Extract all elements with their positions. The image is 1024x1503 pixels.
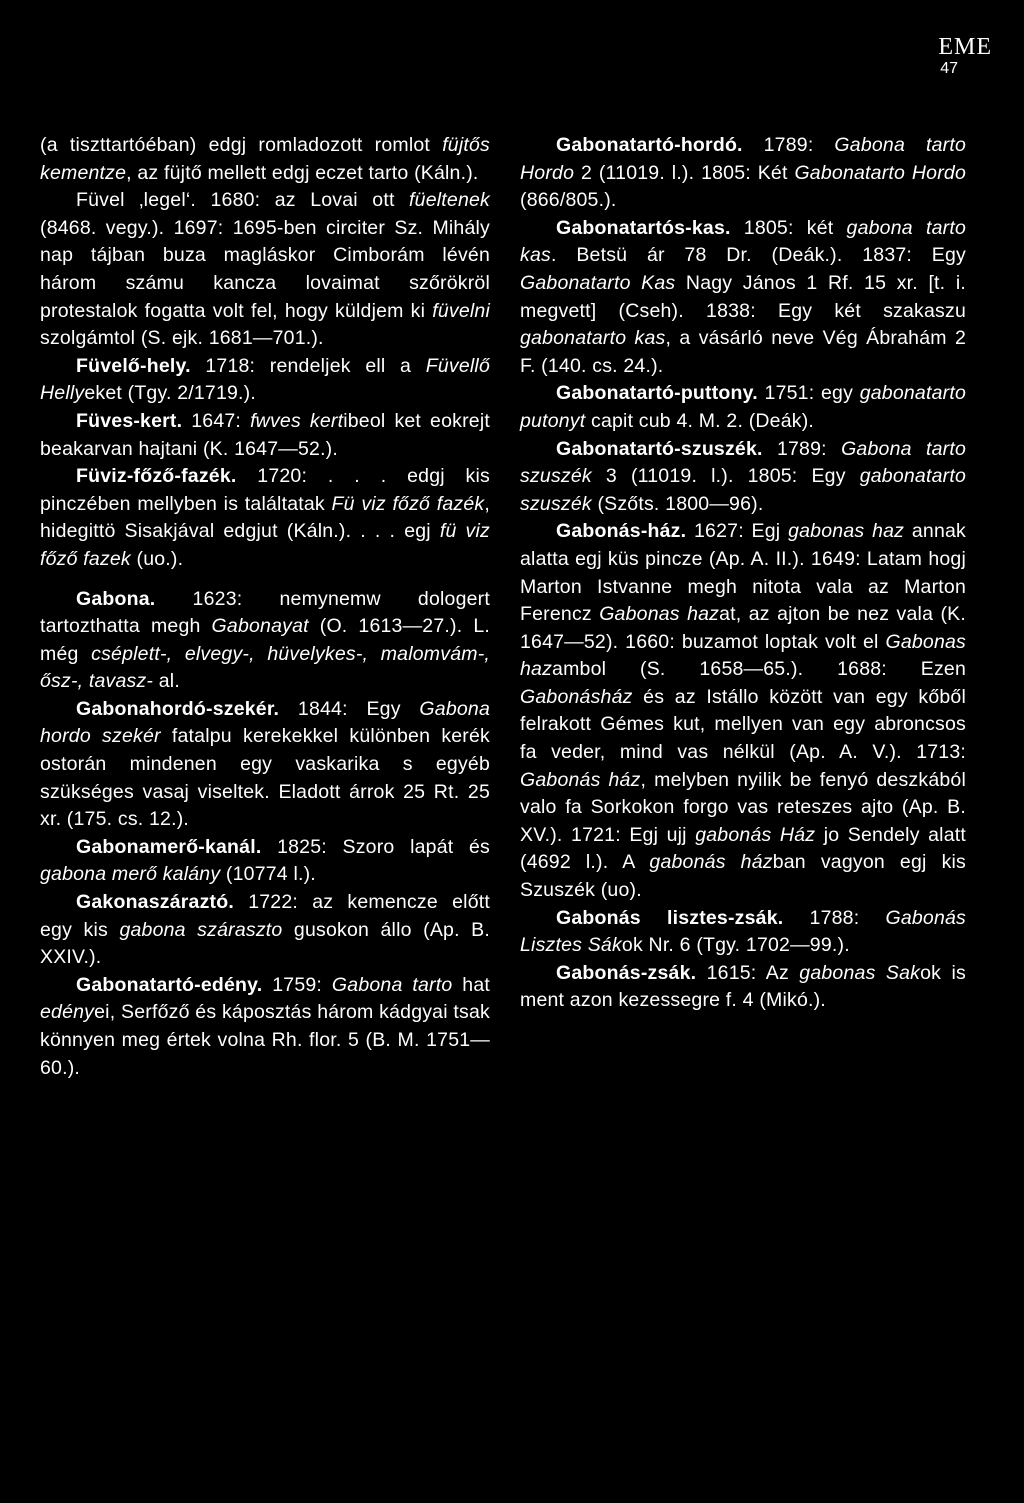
entry-text: (uo.). [130, 547, 184, 570]
italic-quote: gabonatarto putonyt [520, 382, 966, 432]
entry-headword: Gabonatartó-edény. [76, 973, 263, 996]
entry-text: 2 (11019. l.). 1805: Két [574, 161, 795, 184]
dictionary-entry [520, 215, 966, 381]
entry-text: Füvel ‚legel‘. 1680: az Lovai ott [76, 189, 410, 212]
entry-text: . Betsü ár 78 Dr. (Deák.). 1837: Egy [550, 244, 966, 267]
entry-text: capit cub 4. M. 2. (Deák). [585, 409, 815, 432]
entry-headword: Gabonahordó-szekér. [76, 697, 280, 720]
dictionary-entry [520, 132, 966, 215]
dictionary-entry [40, 408, 490, 463]
entry-text: és az Istállo között van egy kőből felrakott Gémes kut, mellyen van egy abroncsos fa veder, mind vas nélkül (Ap. A. V.). 1713: [520, 685, 966, 764]
entry-text: (Szőts. 1800—96). [591, 492, 764, 515]
entry-text: 1615: Az [696, 961, 800, 984]
italic-quote: Gabona tarto [331, 973, 453, 996]
dictionary-entry [40, 889, 490, 972]
entry-headword: Gabonamerő-kanál. [76, 835, 262, 858]
italic-quote: gabona merő kalány [40, 863, 221, 886]
entry-headword: Gabonás-ház. [556, 520, 687, 543]
entry-headword: Füvelő-hely. [76, 354, 191, 377]
dictionary-entry [520, 380, 966, 435]
italic-quote: Gabonatarto Hordo [794, 161, 967, 184]
entry-text: 1751: egy [757, 382, 860, 405]
dictionary-entry [40, 586, 490, 696]
entry-text: 1718: rendeljek ell a [190, 354, 426, 377]
italic-quote: gabona tarto kas [520, 216, 966, 267]
entry-text: 1789: [762, 437, 842, 460]
entry-text: 3 (11019. l.). 1805: Egy [591, 465, 860, 488]
running-title: EME [938, 34, 992, 60]
italic-quote: Fü viz főző fazék [331, 492, 485, 515]
entry-text: 1789: [742, 134, 835, 156]
right-column [520, 132, 966, 1015]
entry-text: , a vásárló neve Vég Ábrahám 2 F. (140. cs. 24.). [520, 327, 966, 377]
entry-headword: Gabonatartós-kas. [556, 216, 731, 239]
dictionary-entry [40, 696, 490, 834]
dictionary-entry [40, 187, 490, 353]
entry-headword: Gabona. [76, 587, 156, 610]
italic-quote: gabonatarto kas [520, 327, 666, 350]
italic-quote: Gabonas haz [520, 630, 966, 681]
entry-text: , melyben nyilik be fenyó deszkából valo fa Sorkokon forgo vas reteszes ajto (Ap. B. XV.). 1721: Egj ujj [520, 768, 966, 846]
entry-text: 1805: két [730, 216, 847, 239]
entry-text: eket (Tgy. 2/1719.). [84, 382, 256, 405]
italic-quote: füvelni [432, 299, 490, 322]
entry-text: 1759: [262, 973, 332, 996]
italic-quote: fwves kert [250, 409, 344, 432]
italic-quote: füeltenek [409, 189, 490, 212]
entry-text: fatalpu kerekekkel különben kerék ostorán mindenen egy vaskarika s egyéb szükséges vasaj viseltek. Eladott árrok 25 Rt. 25 xr. (175. cs. 12.). [40, 725, 490, 831]
dictionary-entry [520, 905, 966, 960]
dictionary-entry [40, 132, 490, 187]
entry-text: , az füjtő mellett edgj eczet tarto (Káln.). [126, 161, 479, 184]
entry-text: ban vagyon egj kis Szuszék (uo). [520, 851, 966, 902]
dictionary-entry [520, 436, 966, 519]
entry-headword: Füves-kert. [76, 409, 183, 432]
entry-text: hat [452, 973, 491, 996]
italic-quote: Gabona tarto szuszék [520, 437, 966, 488]
entry-text: 1722: az kemencze előtt egy kis [40, 891, 490, 941]
entry-text: szolgámtol (S. ejk. 1681—701.). [40, 327, 324, 350]
italic-quote: edény [40, 1001, 95, 1024]
italic-quote: Gabonas haz [599, 603, 720, 626]
italic-quote: Gabonatarto Kas [520, 271, 676, 294]
italic-quote: füjtős kementze [40, 134, 490, 184]
italic-quote: Gabonásház [520, 685, 633, 708]
entry-text: ok Nr. 6 (Tgy. 1702—99.). [621, 934, 850, 957]
entry-text: (10774 l.). [220, 863, 316, 886]
entry-text: ambol (S. 1658—65.). 1688: Ezen [552, 658, 966, 681]
italic-quote: gabona száraszto [119, 918, 283, 941]
left-column [40, 132, 490, 1082]
page-header [872, 34, 992, 78]
entry-text: 1825: Szoro lapát és [261, 835, 490, 858]
page-number: 47 [940, 60, 958, 77]
entry-headword: Gabonás-zsák. [556, 961, 697, 984]
entry-text: at, az ajton be nez vala (K. 1647—52). 1660: buzamot loptak volt el [520, 603, 966, 653]
entry-text: 1647: [182, 409, 251, 432]
entry-text: 1844: Egy [279, 697, 420, 720]
italic-quote: Gabonayat [211, 615, 309, 638]
entry-headword: Füviz-főző-fazék. [76, 465, 237, 488]
italic-quote: gabonatarto szuszék [520, 465, 966, 515]
entry-text: annak alatta egj küs pincze (Ap. A. II.). 1649: Latam hogj Marton Istvanne megh nitota vala az Marton Ferencz [520, 520, 966, 626]
italic-quote: Gabonás Lisztes Sák [520, 906, 966, 957]
entry-text: Nagy János 1 Rf. 15 xr. [t. i. megvett] (Cseh). 1838: Egy két szakaszu [520, 271, 967, 322]
italic-quote: gabonas Sak [799, 961, 921, 984]
entry-headword: Gakonaszáraztó. [76, 891, 234, 914]
entry-text: ok is ment azon kezessegre f. 4 (Mikó.). [520, 961, 966, 1012]
entry-text: ei, Serfőző és káposztás három kádgyai tsak könnyen meg értek volna Rh. flor. 5 (B. M. 1751—60.). [40, 1001, 490, 1079]
italic-quote: gabonás ház [649, 851, 773, 874]
entry-text: 1788: [783, 906, 886, 929]
italic-quote: Gabonás ház [520, 768, 641, 791]
dictionary-entry [520, 518, 966, 904]
entry-text: ibeol ket eokrejt beakarvan hajtani (K. 1647—52.). [40, 409, 490, 460]
entry-text: jo Sendely alatt (4692 l.). A [520, 823, 966, 874]
dictionary-entry [40, 463, 490, 573]
entry-text: al. [153, 670, 180, 693]
dictionary-entry [40, 353, 490, 408]
entry-text: 1623: nemynemw dologert tartozthatta megh [40, 587, 490, 638]
entry-headword: Gabonás lisztes-zsák. [556, 906, 784, 929]
dictionary-entry [40, 972, 490, 1082]
dictionary-entry [40, 834, 490, 889]
entry-text: 1720: . . . edgj kis pinczében mellyben is találtatak [40, 465, 490, 515]
entry-headword: Gabonatartó-szuszék. [556, 437, 763, 460]
italic-quote: fü viz főző fazek [40, 520, 490, 570]
dictionary-entry [520, 960, 966, 1015]
entry-headword: Gabonatartó-hordó. [556, 134, 743, 156]
entry-text: , hidegittö Sisakjával edgjut (Káln.). . . . egj [40, 492, 490, 543]
italic-quote: gabonas haz [788, 520, 905, 543]
italic-quote: Gabona hordo szekér [40, 697, 490, 748]
italic-quote: cséplett-, elvegy-, hüvelykes-, malomvám-, ősz-, tavasz- [40, 642, 490, 693]
italic-quote: Füvellő Helly [40, 354, 490, 405]
entry-text: 1627: Egj [686, 520, 789, 543]
entry-text: gusokon állo (Ap. B. XXIV.). [40, 918, 491, 969]
italic-quote: Gabona tarto Hordo [520, 134, 966, 184]
italic-quote: gabonás Ház [695, 823, 816, 846]
entry-text: (a tiszttartóéban) edgj romladozott romlot [40, 134, 443, 156]
entry-text: (8468. vegy.). 1697: 1695-ben circiter Sz. Mihály nap tájban buza magláskor Cimborám lévén három számu kancza lovaimat szőrökröl protestalok fogatta volt fel, hogy küldjem ki [40, 216, 490, 322]
entry-headword: Gabonatartó-puttony. [556, 382, 758, 405]
entry-text: (O. 1613—27.). L. még [40, 615, 490, 665]
entry-text: (866/805.). [520, 189, 617, 212]
